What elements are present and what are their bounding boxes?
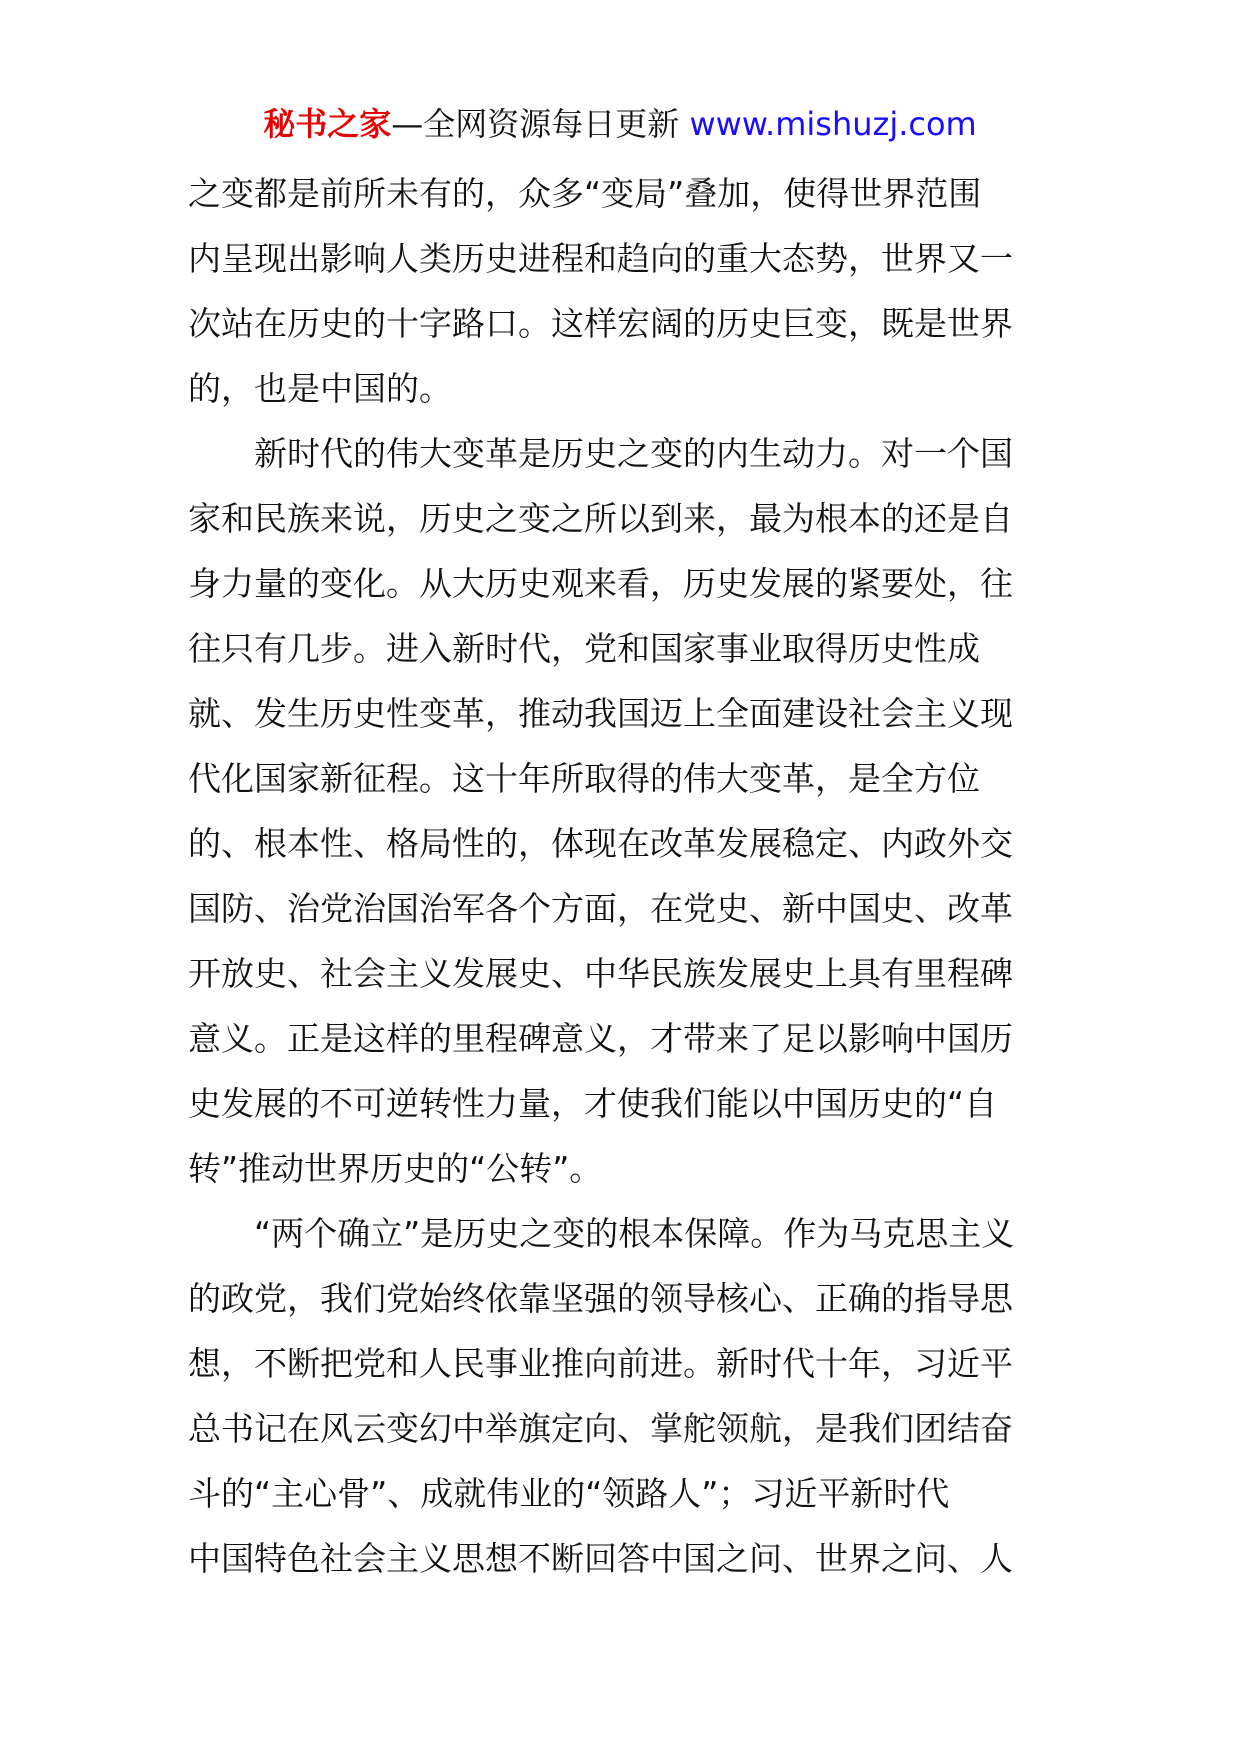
text-line: 中国特色社会主义思想不断回答中国之问、世界之问、人 (188, 1539, 1013, 1578)
text-line: 往只有几步。进入新时代，党和国家事业取得历史性成 (188, 629, 980, 668)
text-line: 总书记在风云变幻中举旗定向、掌舵领航，是我们团结奋 (188, 1409, 1013, 1448)
text-line: 史发展的不可逆转性力量，才使我们能以中国历史的“自 (188, 1084, 998, 1123)
text-line: 之变都是前所未有的，众多“变局”叠加，使得世界范围 (188, 174, 982, 213)
text-line: 斗的“主心骨”、成就伟业的“领路人”；习近平新时代 (188, 1474, 950, 1513)
text-line: 开放史、社会主义发展史、中华民族发展史上具有里程碑 (188, 954, 1013, 993)
text-line: 的、根本性、格局性的，体现在改革发展稳定、内政外交 (188, 824, 1013, 863)
text-line: 家和民族来说，历史之变之所以到来，最为根本的还是自 (188, 499, 1013, 538)
text-line: 身力量的变化。从大历史观来看，历史发展的紧要处，往 (188, 564, 1013, 603)
paragraph-start-line: “两个确立”是历史之变的根本保障。作为马克思主义 (254, 1214, 1015, 1253)
text-line: 代化国家新征程。这十年所取得的伟大变革，是全方位 (188, 759, 980, 798)
text-line: 转”推动世界历史的“公转”。 (188, 1149, 603, 1188)
text-line: 的，也是中国的。 (188, 369, 452, 408)
text-line: 次站在历史的十字路口。这样宏阔的历史巨变，既是世界 (188, 304, 1013, 343)
site-url-link[interactable]: www.mishuzj.com (689, 105, 977, 143)
text-line: 的政党，我们党始终依靠坚强的领导核心、正确的指导思 (188, 1279, 1013, 1318)
document-body (188, 161, 1058, 1591)
text-line: 想，不断把党和人民事业推向前进。新时代十年，习近平 (188, 1344, 1013, 1383)
text-line: 内呈现出影响人类历史进程和趋向的重大态势，世界又一 (188, 239, 1013, 278)
text-line: 就、发生历史性变革，推动我国迈上全面建设社会主义现 (188, 694, 1013, 733)
text-line: 意义。正是这样的里程碑意义，才带来了足以影响中国历 (188, 1019, 1013, 1058)
brand-name: 秘书之家 (263, 105, 392, 143)
page-header (0, 100, 1240, 148)
text-line: 国防、治党治国治军各个方面，在党史、新中国史、改革 (188, 889, 1013, 928)
header-tagline: —全网资源每日更新 (391, 105, 680, 143)
paragraph-start-line: 新时代的伟大变革是历史之变的内生动力。对一个国 (254, 434, 1013, 473)
